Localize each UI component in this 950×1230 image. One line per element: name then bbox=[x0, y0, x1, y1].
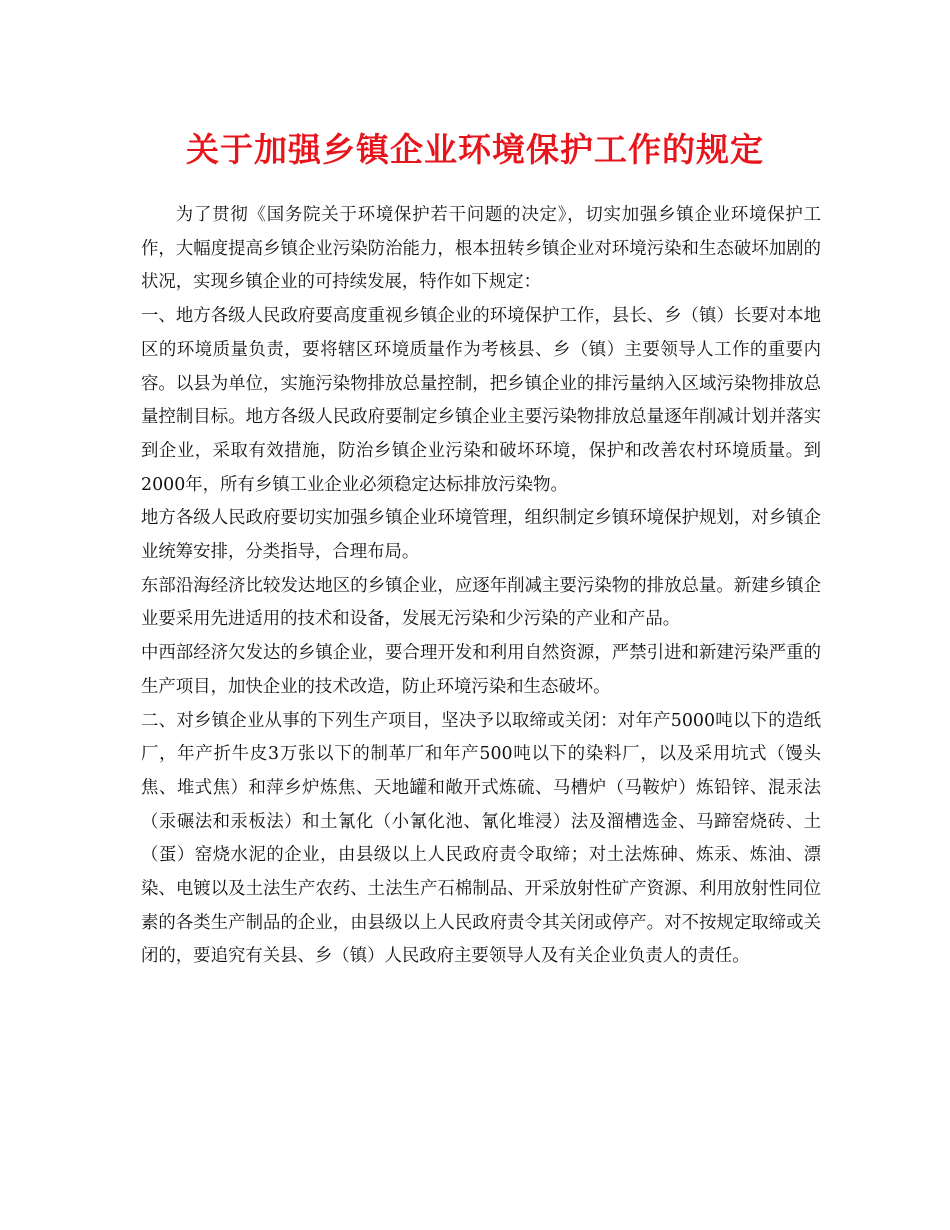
paragraph-section-two: 二、对乡镇企业从事的下列生产项目，坚决予以取缔或关闭：对年产5000吨以下的造纸厂，年产折牛皮3万张以下的制革厂和年产500吨以下的染料厂，以及采用坑式（馒头焦、堆式焦）和萍乡炉炼焦、天地罐和敞开式炼硫、马槽炉（马鞍炉）炼铅锌、混汞法（汞碾法和汞板法）和土氰化（小氰化池、氰化堆浸）法及溜槽选金、马蹄窑烧砖、土（蛋）窑烧水泥的企业，由县级以上人民政府责令取缔；对土法炼砷、炼汞、炼油、漂染、电镀以及土法生产农药、土法生产石棉制品、开采放射性矿产资源、利用放射性同位素的各类生产制品的企业，由县级以上人民政府责令其关闭或停产。对不按规定取缔或关闭的，要追究有关县、乡（镇）人民政府主要领导人及有关企业负责人的责任。 bbox=[141, 710, 821, 967]
document-body bbox=[141, 199, 821, 974]
document-title: 关于加强乡镇企业环境保护工作的规定 bbox=[186, 130, 764, 169]
paragraph-eastern-region: 东部沿海经济比较发达地区的乡镇企业，应逐年削减主要污染物的排放总量。新建乡镇企业要采用先进适用的技术和设备，发展无污染和少污染的产业和产品。 bbox=[141, 575, 821, 630]
paragraph-preamble: 为了贯彻《国务院关于环境保护若干问题的决定》，切实加强乡镇企业环境保护工作，大幅度提高乡镇企业污染防治能力，根本扭转乡镇企业对环境污染和生态破坏加剧的状况，实现乡镇企业的可持续发展，特作如下规定： bbox=[141, 205, 821, 293]
paragraph-central-western-region: 中西部经济欠发达的乡镇企业，要合理开发和利用自然资源，严禁引进和新建污染严重的生产项目，加快企业的技术改造，防止环境污染和生态破坏。 bbox=[141, 643, 821, 697]
paragraph-section-one: 一、地方各级人民政府要高度重视乡镇企业的环境保护工作，县长、乡（镇）长要对本地区的环境质量负责，要将辖区环境质量作为考核县、乡（镇）主要领导人工作的重要内容。以县为单位，实施污染物排放总量控制，把乡镇企业的排污量纳入区域污染物排放总量控制目标。地方各级人民政府要制定乡镇企业主要污染物排放总量逐年削减计划并落实到企业，采取有效措施，防治乡镇企业污染和破坏环境，保护和改善农村环境质量。到2000年，所有乡镇工业企业必须稳定达标排放污染物。 bbox=[141, 306, 821, 495]
paragraph-local-government: 地方各级人民政府要切实加强乡镇企业环境管理，组织制定乡镇环境保护规划，对乡镇企业统筹安排，分类指导，合理布局。 bbox=[141, 508, 821, 563]
